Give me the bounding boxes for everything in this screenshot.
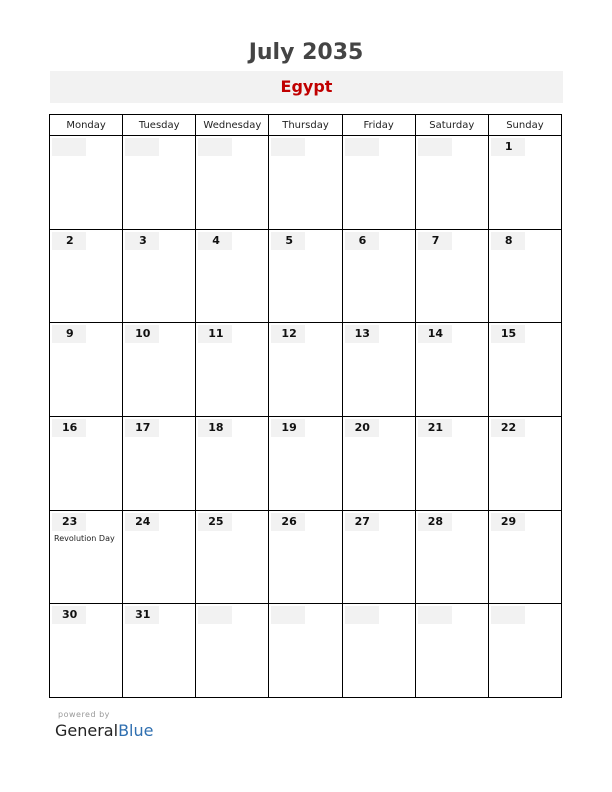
calendar-week-row (50, 323, 562, 417)
day-cell-saturday (415, 604, 488, 698)
day-number: 27 (354, 514, 370, 528)
weekday-monday: Monday (50, 115, 123, 136)
day-number: 29 (500, 514, 517, 528)
day-cell-monday (50, 229, 123, 323)
day-cell-tuesday (123, 136, 196, 230)
day-number: 21 (427, 420, 444, 434)
day-cell-monday (50, 510, 123, 604)
day-cell-wednesday (196, 510, 269, 604)
day-number-box (418, 606, 452, 624)
day-number: 28 (427, 514, 444, 528)
day-cell-friday (342, 136, 415, 230)
day-cell-thursday (269, 416, 342, 510)
day-cell-thursday (269, 604, 342, 698)
day-number-box (271, 138, 305, 156)
day-cell-wednesday (196, 136, 269, 230)
day-number-box (345, 606, 379, 624)
day-cell-saturday (415, 416, 488, 510)
day-cell-friday (342, 510, 415, 604)
day-cell-monday (50, 416, 123, 510)
day-number: 16 (62, 420, 78, 434)
day-cell-monday (50, 604, 123, 698)
day-number: 26 (281, 514, 297, 528)
brand-blue-text: Blue (118, 721, 154, 740)
day-number: 19 (281, 420, 297, 434)
day-number-box (345, 138, 379, 156)
country-banner (50, 71, 563, 103)
day-number-box (418, 138, 452, 156)
calendar-grid (49, 114, 562, 698)
day-number-box (198, 138, 232, 156)
day-cell-sunday (488, 136, 561, 230)
day-number: 30 (62, 608, 78, 622)
day-cell-thursday (269, 323, 342, 417)
weekday-tuesday: Tuesday (123, 115, 196, 136)
day-number: 17 (135, 420, 151, 434)
day-number: 14 (427, 327, 444, 341)
day-number: 3 (139, 233, 147, 247)
calendar-week-row (50, 136, 562, 230)
day-number: 13 (354, 327, 370, 341)
brand-general-text: General (55, 721, 119, 740)
day-cell-tuesday (123, 229, 196, 323)
day-number: 7 (431, 233, 440, 247)
day-cell-friday (342, 604, 415, 698)
day-cell-thursday (269, 510, 342, 604)
day-number: 10 (135, 327, 151, 341)
day-cell-monday (50, 136, 123, 230)
weekday-saturday: Saturday (415, 115, 488, 136)
day-number-box (125, 138, 159, 156)
calendar-week-row (50, 416, 562, 510)
day-number-box (52, 138, 86, 156)
day-number: 6 (358, 233, 367, 247)
day-number-box (271, 606, 305, 624)
day-cell-wednesday (196, 416, 269, 510)
day-number: 8 (504, 233, 513, 247)
day-cell-sunday (488, 323, 561, 417)
day-cell-saturday (415, 229, 488, 323)
day-cell-wednesday (196, 604, 269, 698)
powered-by-label: powered by (58, 710, 110, 719)
weekday-header-row (50, 115, 562, 136)
day-number: 2 (66, 233, 74, 247)
day-cell-friday (342, 323, 415, 417)
country-name: Egypt (280, 77, 333, 96)
day-cell-saturday (415, 323, 488, 417)
day-cell-saturday (415, 136, 488, 230)
day-number: 31 (135, 608, 151, 622)
calendar-body (50, 136, 562, 698)
day-number: 15 (500, 327, 517, 341)
holiday-label: Revolution Day (54, 533, 115, 543)
day-number: 4 (212, 233, 220, 247)
day-number: 25 (208, 514, 224, 528)
weekday-thursday: Thursday (269, 115, 342, 136)
day-number: 20 (354, 420, 370, 434)
day-cell-thursday (269, 229, 342, 323)
day-cell-wednesday (196, 229, 269, 323)
calendar-week-row (50, 229, 562, 323)
page-title: July 2035 (248, 40, 364, 65)
day-number: 24 (135, 514, 151, 528)
day-number: 5 (285, 233, 294, 247)
day-cell-sunday (488, 604, 561, 698)
day-cell-friday (342, 416, 415, 510)
brand-logo (55, 721, 153, 740)
day-number-box (491, 606, 525, 624)
day-number: 9 (66, 327, 74, 341)
day-cell-monday (50, 323, 123, 417)
day-cell-friday (342, 229, 415, 323)
day-number-box (198, 606, 232, 624)
calendar-week-row (50, 604, 562, 698)
day-number: 18 (208, 420, 224, 434)
day-cell-saturday (415, 510, 488, 604)
day-cell-tuesday (123, 604, 196, 698)
day-cell-wednesday (196, 323, 269, 417)
day-number: 22 (500, 420, 517, 434)
weekday-friday: Friday (342, 115, 415, 136)
day-cell-thursday (269, 136, 342, 230)
day-cell-sunday (488, 416, 561, 510)
day-number: 12 (281, 327, 297, 341)
calendar-week-row (50, 510, 562, 604)
day-number: 1 (504, 140, 513, 153)
day-cell-tuesday (123, 323, 196, 417)
weekday-sunday: Sunday (488, 115, 561, 136)
day-cell-tuesday (123, 510, 196, 604)
day-number: 11 (208, 327, 224, 341)
day-cell-sunday (488, 510, 561, 604)
day-number: 23 (62, 514, 78, 528)
weekday-wednesday: Wednesday (196, 115, 269, 136)
day-cell-tuesday (123, 416, 196, 510)
day-cell-sunday (488, 229, 561, 323)
